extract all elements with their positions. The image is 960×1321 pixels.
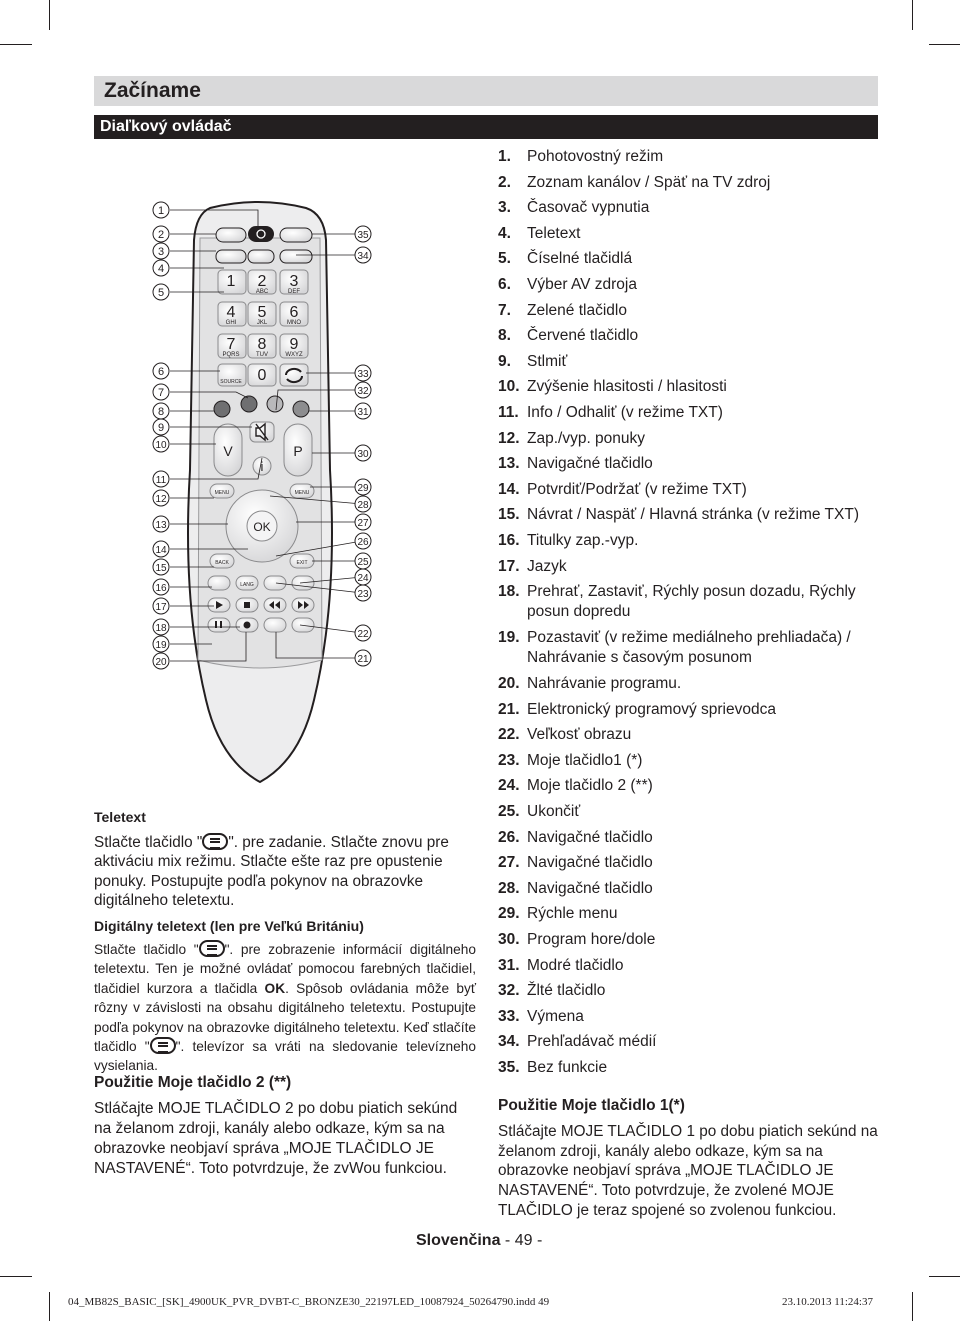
callout-number: 24 bbox=[357, 573, 369, 584]
key-5-letters: JKL bbox=[256, 320, 268, 326]
legend-text: Zoznam kanálov / Späť na TV zdroj bbox=[527, 173, 771, 191]
teletext-icon bbox=[199, 940, 225, 957]
source-key-label: SOURCE bbox=[220, 379, 242, 385]
key-8-letters: TUV bbox=[256, 352, 268, 358]
legend-item bbox=[498, 876, 888, 902]
teletext-icon bbox=[150, 1037, 176, 1054]
legend-text: Pohotovostný režim bbox=[527, 148, 664, 165]
legend-item bbox=[498, 144, 888, 170]
callout-number: 31 bbox=[357, 407, 369, 418]
legend-number: 7. bbox=[498, 301, 511, 319]
legend-number: 5. bbox=[498, 250, 511, 268]
callout-number: 7 bbox=[157, 387, 165, 399]
legend-text: Moje tlačidlo 2 (**) bbox=[527, 777, 653, 795]
callout-number: 1 bbox=[157, 205, 165, 217]
legend-text: Výber AV zdroja bbox=[527, 275, 637, 293]
key-9-letters: WXYZ bbox=[285, 352, 303, 358]
legend-number: 11. bbox=[498, 403, 519, 421]
legend-text: Jazyk bbox=[527, 557, 567, 575]
callout-number: 32 bbox=[357, 386, 369, 397]
crop-mark bbox=[912, 1292, 913, 1321]
quick-menu-label: MENU bbox=[294, 490, 310, 496]
key-4-letters: GHI bbox=[225, 320, 237, 326]
teletext-paragraph: Stlačte tlačidlo " ". pre zadanie. Stlačte znovu pre aktiváciu mix režimu. Stlačte ešte raz pre opustenie ponuky. Postupujte podľa pokynov na obrazovke digitálneho teletextu. bbox=[94, 833, 449, 909]
legend-number: 1. bbox=[498, 148, 511, 165]
legend-text: Nahrávanie programu. bbox=[527, 675, 682, 693]
legend-item bbox=[498, 1029, 888, 1055]
legend-number: 25. bbox=[498, 803, 520, 821]
legend-text: Výmena bbox=[527, 1007, 584, 1025]
callout-number: 20 bbox=[155, 657, 167, 668]
legend-text: Pozastaviť (v režime mediálneho prehliadača) / Nahrávanie s časovým posunom bbox=[527, 629, 851, 667]
legend-number: 21. bbox=[498, 700, 520, 718]
page-number: - 49 - bbox=[500, 1232, 543, 1249]
legend-item bbox=[498, 323, 888, 349]
callout-number: 19 bbox=[155, 640, 167, 651]
callouts-right bbox=[355, 226, 371, 666]
crop-mark bbox=[0, 44, 32, 45]
key-5: 5 bbox=[257, 304, 267, 321]
legend-number: 6. bbox=[498, 275, 511, 293]
back-label: BACK bbox=[215, 560, 229, 566]
crop-mark bbox=[0, 1276, 32, 1277]
legend-text: Teletext bbox=[527, 224, 581, 242]
legend-item bbox=[498, 773, 888, 799]
legend-text: Potvrdiť/Podržať (v režime TXT) bbox=[527, 480, 747, 498]
key-3-letters: DEF bbox=[288, 289, 300, 295]
legend-number: 14. bbox=[498, 480, 520, 498]
legend-number: 12. bbox=[498, 429, 520, 447]
legend-text: Info / Odhaliť (v režime TXT) bbox=[527, 403, 723, 421]
blue-button bbox=[293, 401, 309, 417]
callout-number: 2 bbox=[157, 229, 165, 241]
callout-number: 3 bbox=[157, 246, 165, 258]
program-label: P bbox=[293, 443, 303, 459]
page-footer bbox=[416, 1232, 542, 1250]
legend-number: 31. bbox=[498, 956, 520, 974]
stop-icon bbox=[244, 602, 250, 608]
subsection-bar bbox=[94, 115, 878, 139]
legend-item bbox=[498, 528, 888, 554]
legend-number: 16. bbox=[498, 531, 520, 549]
info-label: i bbox=[260, 459, 264, 474]
legend-text: Žlté tlačidlo bbox=[527, 982, 606, 1000]
crop-mark bbox=[929, 44, 960, 45]
my-button-2-heading: Použitie Moje tlačidlo 2 (**) bbox=[94, 1074, 292, 1091]
legend-number: 13. bbox=[498, 455, 520, 473]
callout-number: 28 bbox=[357, 500, 369, 511]
legend-item bbox=[498, 978, 888, 1004]
key-8: 8 bbox=[257, 336, 267, 353]
callout-number: 4 bbox=[157, 263, 165, 275]
legend-item bbox=[498, 927, 888, 953]
teletext-heading: Teletext bbox=[94, 809, 146, 825]
callout-number: 23 bbox=[357, 589, 369, 600]
legend-number: 27. bbox=[498, 854, 520, 872]
legend-text: Elektronický programový sprievodca bbox=[527, 700, 776, 718]
callout-number: 11 bbox=[155, 475, 167, 486]
legend-text: Bez funkcie bbox=[527, 1059, 608, 1076]
crop-mark bbox=[912, 0, 913, 30]
key-6-letters: MNO bbox=[287, 320, 301, 326]
callout-number: 13 bbox=[155, 520, 167, 531]
legend-item bbox=[498, 1055, 888, 1081]
legend-item bbox=[498, 825, 888, 851]
legend-number: 32. bbox=[498, 982, 520, 1000]
key-2-letters: ABC bbox=[255, 289, 269, 295]
crop-mark bbox=[929, 1276, 960, 1277]
legend-text: Prehrať, Zastaviť, Rýchly posun dozadu, Rýchly posun dopredu bbox=[527, 583, 856, 621]
callout-number: 29 bbox=[357, 483, 369, 494]
key-3: 3 bbox=[289, 273, 299, 290]
section-title-bar bbox=[94, 76, 878, 106]
legend-item bbox=[498, 246, 888, 272]
legend-item bbox=[498, 195, 888, 221]
key-4: 4 bbox=[226, 304, 236, 321]
key-6: 6 bbox=[289, 304, 299, 321]
footer-language: Slovenčina bbox=[416, 1232, 501, 1249]
navigation-cluster bbox=[210, 484, 314, 568]
legend-number: 8. bbox=[498, 327, 511, 345]
remote-control-illustration bbox=[140, 190, 380, 790]
callout-number: 26 bbox=[357, 537, 369, 548]
legend-item bbox=[498, 374, 888, 400]
legend-text: Navigačné tlačidlo bbox=[527, 455, 653, 473]
print-slug-date: 23.10.2013 11:24:37 bbox=[782, 1296, 873, 1308]
legend-item bbox=[498, 579, 888, 625]
callout-number: 12 bbox=[155, 494, 167, 505]
legend-text: Zap./vyp. ponuky bbox=[527, 429, 646, 447]
legend-item bbox=[498, 1004, 888, 1030]
legend-text: Časovač vypnutia bbox=[527, 199, 650, 217]
legend-number: 24. bbox=[498, 777, 520, 795]
callout-number: 27 bbox=[357, 518, 369, 529]
key-7: 7 bbox=[226, 336, 236, 353]
legend-text: Veľkosť obrazu bbox=[527, 726, 632, 744]
legend-item bbox=[498, 953, 888, 979]
teletext-icon-button bbox=[216, 228, 246, 242]
legend-number: 23. bbox=[498, 751, 520, 769]
legend-number: 33. bbox=[498, 1007, 520, 1025]
legend-text: Navigačné tlačidlo bbox=[527, 879, 653, 897]
callout-number: 5 bbox=[157, 287, 165, 299]
callout-number: 22 bbox=[357, 629, 369, 640]
legend-item bbox=[498, 221, 888, 247]
legend-item bbox=[498, 671, 888, 697]
legend-number: 35. bbox=[498, 1059, 520, 1076]
key-0: 0 bbox=[257, 367, 267, 384]
legend-text: Prehľadávač médií bbox=[527, 1033, 657, 1051]
subsection-title: Diaľkový ovládač bbox=[100, 118, 232, 135]
record-icon bbox=[244, 622, 251, 629]
callout-number: 10 bbox=[155, 440, 167, 451]
key-9: 9 bbox=[289, 336, 299, 353]
teletext-section bbox=[94, 808, 476, 1076]
legend-text: Ukončiť bbox=[527, 803, 581, 821]
red-button bbox=[214, 401, 230, 417]
legend-item bbox=[498, 400, 888, 426]
legend-text: Číselné tlačidlá bbox=[527, 250, 633, 268]
callout-number: 18 bbox=[155, 623, 167, 634]
legend-number: 2. bbox=[498, 173, 511, 191]
legend-item bbox=[498, 502, 888, 528]
legend-item bbox=[498, 625, 888, 671]
legend-number: 22. bbox=[498, 726, 520, 744]
callout-number: 14 bbox=[155, 545, 167, 556]
legend-number: 18. bbox=[498, 583, 520, 601]
callout-number: 17 bbox=[155, 602, 167, 613]
callout-number: 9 bbox=[157, 422, 165, 434]
button-legend-list bbox=[498, 144, 888, 1081]
callout-number: 16 bbox=[155, 583, 167, 594]
legend-item bbox=[498, 697, 888, 723]
my-button-1-text: Stláčajte MOJE TLAČIDLO 1 po dobu piatich sekúnd na želanom zdroji, kanály alebo odkaze, kým sa na obrazovke neobjaví správa „MOJE TLAČIDLO JE NASTAVENÉ“. Toto potvrdzuje, že zvolené MOJE TLAČIDLO je teraz spojené so zvolenou funkciou. bbox=[498, 1122, 878, 1219]
legend-item bbox=[498, 426, 888, 452]
legend-item bbox=[498, 554, 888, 580]
legend-item bbox=[498, 477, 888, 503]
callout-number: 15 bbox=[155, 563, 167, 574]
legend-number: 30. bbox=[498, 931, 520, 949]
legend-number: 15. bbox=[498, 506, 520, 524]
my-button-2-section bbox=[94, 1073, 476, 1179]
section-title: Začíname bbox=[104, 79, 201, 102]
callout-number: 25 bbox=[357, 557, 369, 568]
print-slug-file: 04_MB82S_BASIC_[SK]_4900UK_PVR_DVBT-C_BRONZE30_22197LED_10087924_50264790.indd 49 bbox=[68, 1296, 550, 1308]
legend-number: 3. bbox=[498, 199, 511, 217]
my-button-1-heading: Použitie Moje tlačidlo 1(*) bbox=[498, 1097, 685, 1114]
legend-item bbox=[498, 349, 888, 375]
legend-number: 19. bbox=[498, 629, 520, 647]
legend-text: Titulky zap.-vyp. bbox=[527, 531, 639, 549]
legend-number: 10. bbox=[498, 378, 520, 396]
legend-item bbox=[498, 748, 888, 774]
legend-item bbox=[498, 850, 888, 876]
legend-text: Návrat / Naspäť / Hlavná stránka (v režime TXT) bbox=[527, 506, 859, 524]
legend-number: 4. bbox=[498, 224, 511, 242]
exit-label: EXIT bbox=[296, 560, 308, 566]
legend-number: 28. bbox=[498, 879, 520, 897]
legend-text: Zvýšenie hlasitosti / hlasitosti bbox=[527, 378, 727, 396]
callout-number: 21 bbox=[357, 654, 369, 665]
legend-text: Moje tlačidlo1 (*) bbox=[527, 751, 643, 769]
callout-number: 30 bbox=[357, 449, 369, 460]
legend-number: 26. bbox=[498, 828, 520, 846]
legend-number: 9. bbox=[498, 352, 511, 370]
callout-number: 34 bbox=[357, 251, 369, 262]
teletext-icon bbox=[202, 833, 228, 850]
legend-item bbox=[498, 901, 888, 927]
callout-number: 35 bbox=[357, 230, 369, 241]
callout-number: 6 bbox=[157, 366, 165, 378]
legend-text: Zelené tlačidlo bbox=[527, 301, 627, 319]
legend-item bbox=[498, 272, 888, 298]
legend-item bbox=[498, 722, 888, 748]
digital-teletext-heading: Digitálny teletext (len pre Veľkú Britániu) bbox=[94, 917, 364, 934]
ok-label: OK bbox=[253, 520, 271, 534]
callout-number: 8 bbox=[157, 406, 165, 418]
yellow-button bbox=[267, 396, 283, 412]
key-1: 1 bbox=[226, 273, 236, 290]
menu-label: MENU bbox=[214, 490, 230, 496]
legend-text: Navigačné tlačidlo bbox=[527, 828, 653, 846]
digital-teletext-paragraph: Stlačte tlačidlo " ". pre zobrazenie informácií digitálneho teletextu. Ten je možné ovládať pomocou farebných tlačidiel, tlačidiel kurzora a tlačidla OK. Spôsob ovládania môže byť rôzny v závislosti na obsahu digitálneho teletextu. Postupujte podľa pokynov na obrazovke digitálneho teletextu. Keď stlačíte tlačidlo " ". televízor sa vráti na sledovanie televízneho vysielania. bbox=[94, 942, 476, 1074]
key-2: 2 bbox=[257, 273, 267, 290]
crop-mark bbox=[49, 0, 50, 30]
legend-text: Stlmiť bbox=[527, 352, 568, 370]
volume-label: V bbox=[223, 443, 233, 459]
legend-item bbox=[498, 170, 888, 196]
legend-text: Navigačné tlačidlo bbox=[527, 854, 653, 872]
power-button bbox=[248, 226, 274, 242]
green-button bbox=[241, 396, 257, 412]
my-button-1-section bbox=[498, 1096, 883, 1221]
legend-text: Rýchle menu bbox=[527, 905, 618, 923]
legend-number: 29. bbox=[498, 905, 520, 923]
legend-item bbox=[498, 298, 888, 324]
callout-number: 33 bbox=[357, 369, 369, 380]
legend-number: 17. bbox=[498, 557, 520, 575]
crop-mark bbox=[49, 1292, 50, 1321]
legend-text: Program hore/dole bbox=[527, 931, 656, 949]
legend-number: 34. bbox=[498, 1033, 520, 1051]
my-button-2-text: Stláčajte MOJE TLAČIDLO 2 po dobu piatich sekúnd na želanom zdroji, kanály alebo odkaze, kým sa na obrazovke neobjaví správa „MOJE TLAČIDLO JE NASTAVENÉ“. Toto potvrdzuje, že zvWou funkciou. bbox=[94, 1099, 458, 1177]
legend-item bbox=[498, 451, 888, 477]
lang-label: LANG bbox=[240, 582, 254, 588]
callouts-left bbox=[153, 202, 169, 669]
legend-number: 20. bbox=[498, 675, 520, 693]
legend-text: Modré tlačidlo bbox=[527, 956, 624, 974]
legend-item bbox=[498, 799, 888, 825]
legend-text: Červené tlačidlo bbox=[527, 327, 639, 345]
key-7-letters: PQRS bbox=[222, 352, 240, 358]
